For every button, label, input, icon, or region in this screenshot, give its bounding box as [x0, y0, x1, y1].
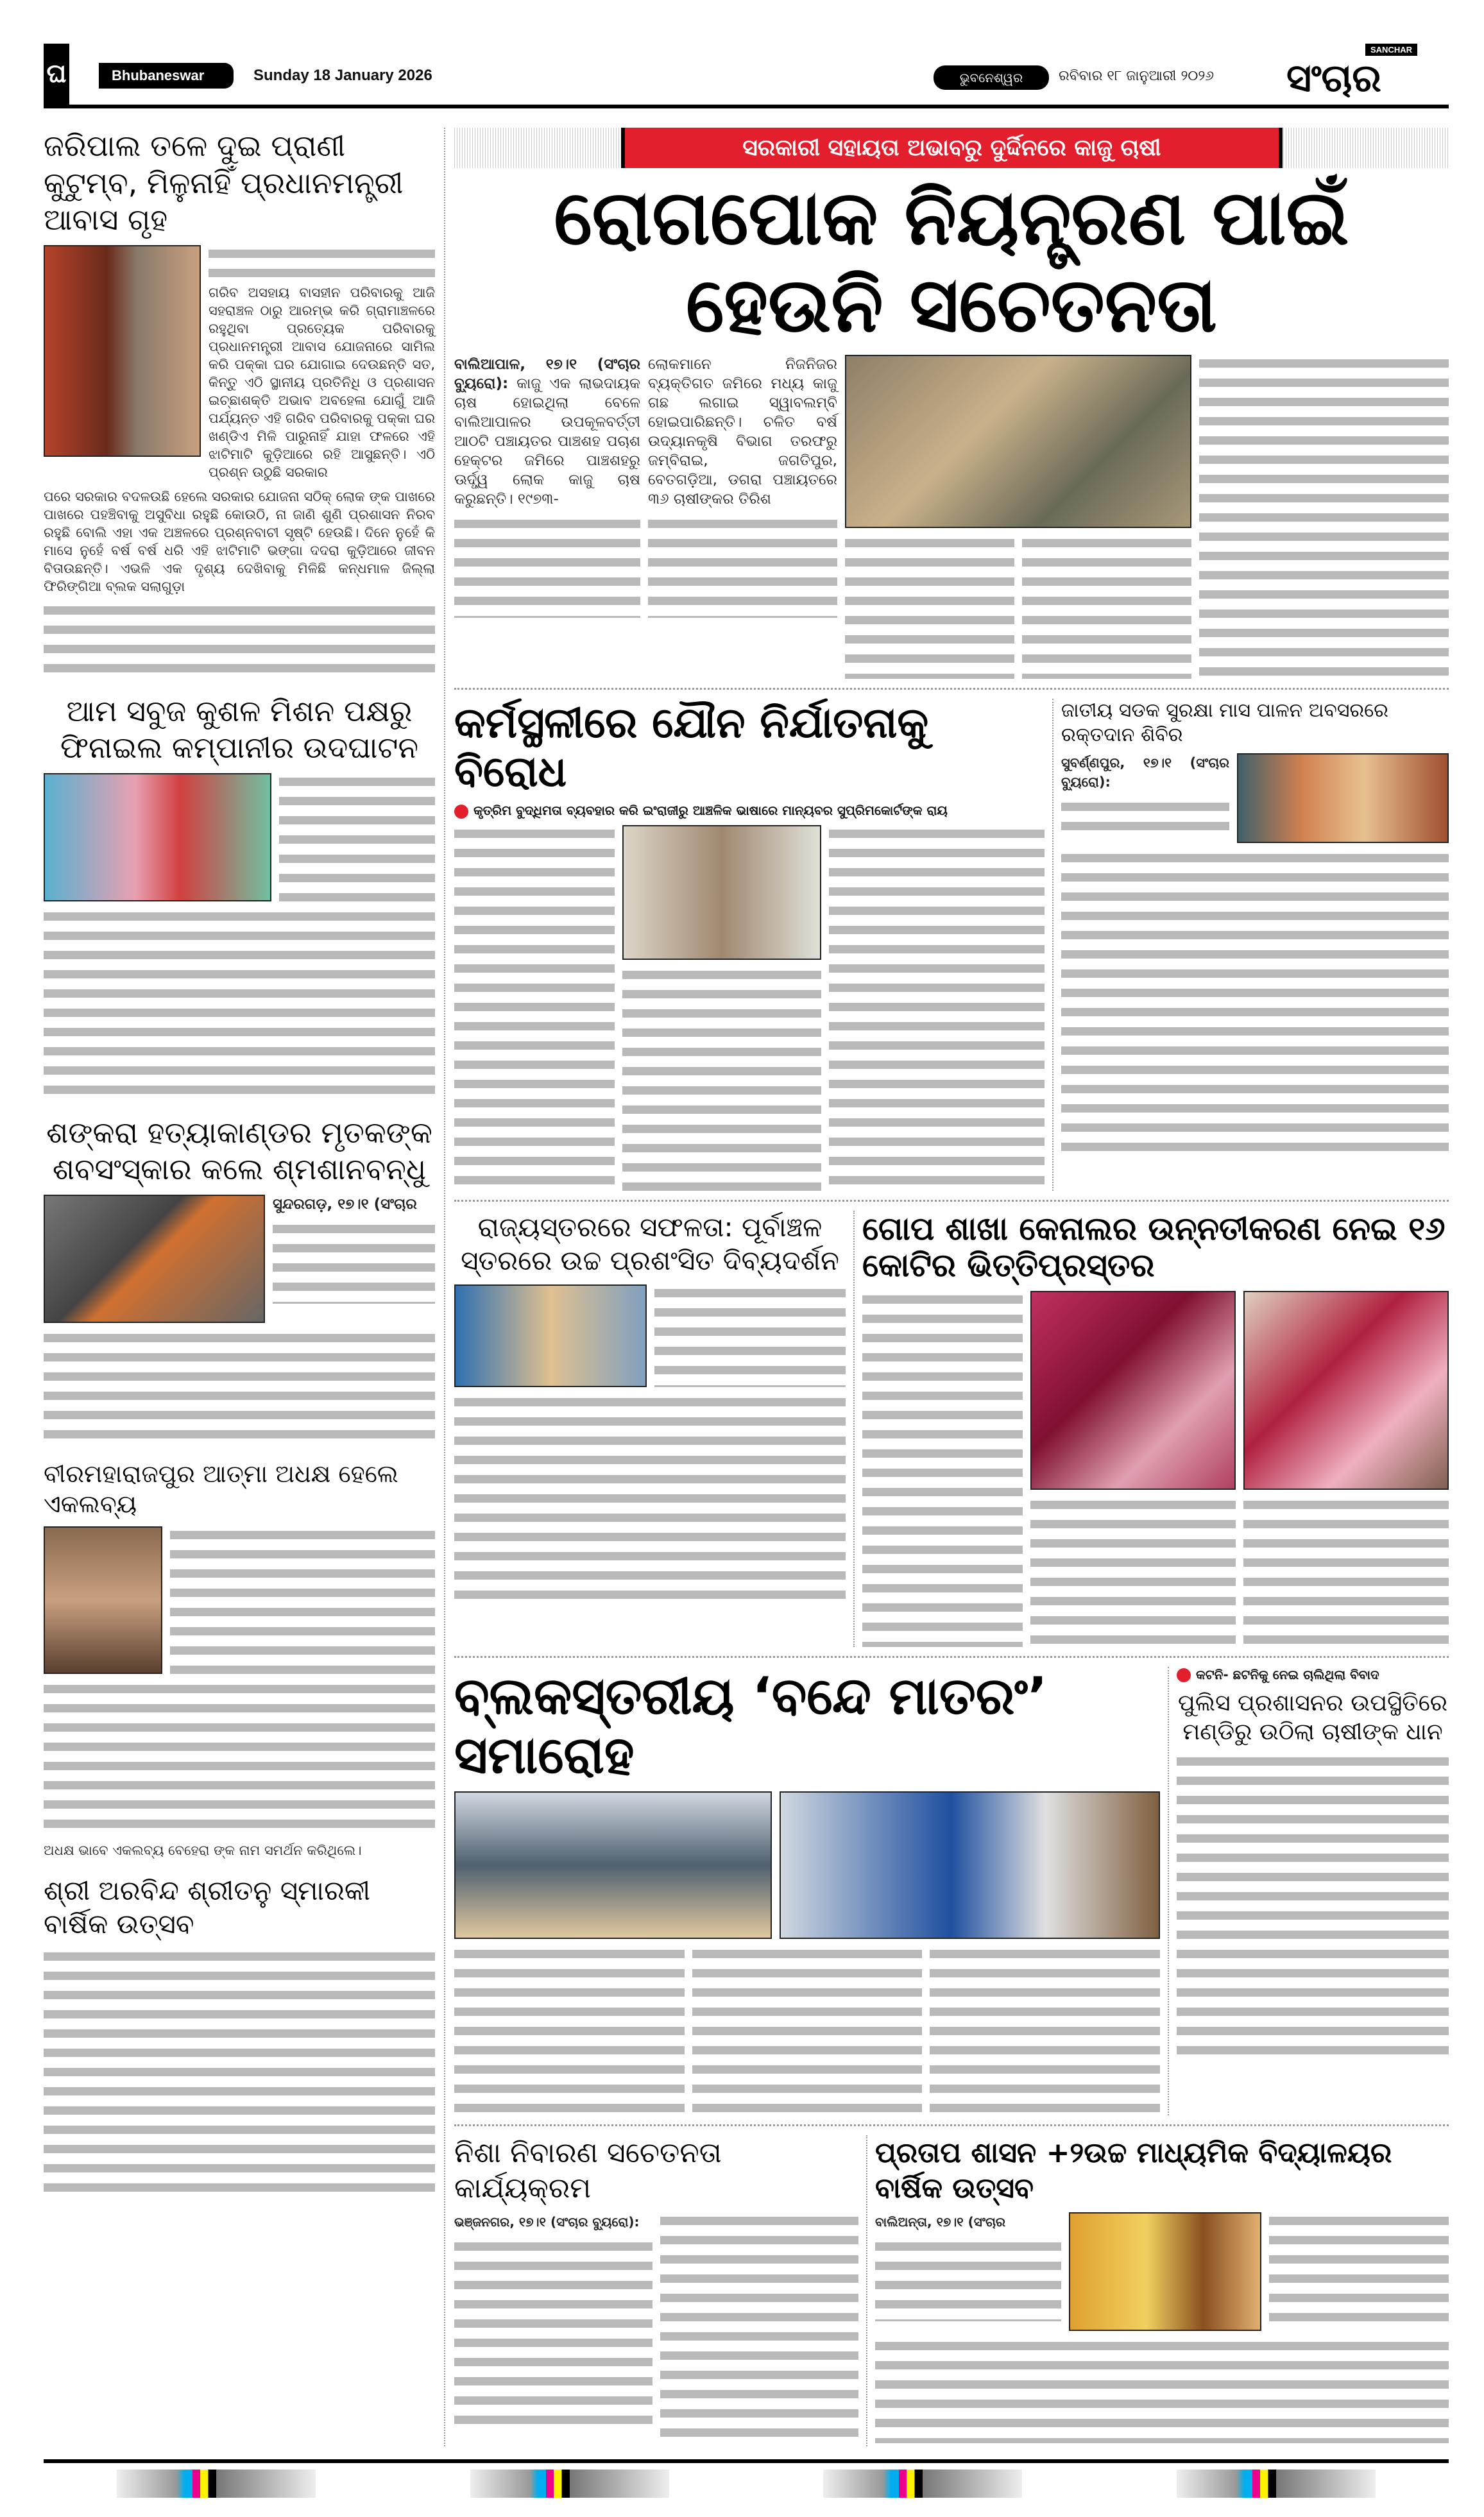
- left-body-1b: ପରେ ସରକାର ବଦଳଉଛି ହେଲେ ସରକାର ଯୋଜନା ସଠିକ୍ ଲୋକ ଙ୍କ ପାଖରେ ପାଖରେ ପହଞ୍ଚିବାକୁ ଅସୁବିଧା ରହୁଛି କୋଉଠି, ନା ଜାଣି ଶୁଣି ପ୍ରଶାସନ ନିରବ ରହୁଛି ବୋଲି ଏହା ଏକ ଅଞ୍ଚଳରେ ପ୍ରଶ୍ନବାଚୀ ସୃଷ୍ଟି ହେଉଛି। ଦିନେ ନୁହେଁ କି ମାସେ ନୁହେଁ ବର୍ଷ ବର୍ଷ ଧରି ଏହି ଝାଟିମାଟି ଭଙ୍ଗା ଦଦରା କୁଡ଼ିଆରେ ଜୀବନ ବିତାଉଛନ୍ତି। ଏଭଳି ଏକ ଦୃଶ୍ୟ ଦେଖିବାକୁ ମିଳିଛି କନ୍ଧମାଳ ଜିଲ୍ଲା ଫିରିଙ୍ଗିଆ ବ୍ଲକ ସଲାଗୁଡ଼ା: [44, 488, 435, 594]
- lead-dateline: ବାଲିଆପାଳ, ୧୭।୧ (ସଂଚାର ବ୍ୟୁରୋ):: [454, 356, 640, 393]
- section-row-5: [454, 2135, 1449, 2446]
- page-body: [44, 128, 1449, 2446]
- police-headline: ପୁଲିସ ପ୍ରଶାସନର ଉପସ୍ଥିତିରେ ମଣ୍ଡିରୁ ଉଠିଲା ଚାଷୀଙ୍କ ଧାନ: [1177, 1690, 1448, 1746]
- state-level-text-1: [654, 1284, 846, 1387]
- lead-text-col-1: [454, 515, 640, 618]
- column-divider: [866, 2135, 867, 2446]
- workplace-text-2: [622, 966, 821, 1191]
- section-rule: [454, 1200, 1449, 1202]
- pratap-text-3: [875, 2337, 1449, 2443]
- left-photo-hut: [44, 245, 201, 457]
- left-column: [44, 128, 435, 2446]
- pratap-photo: [1069, 2212, 1261, 2331]
- section-rule: [454, 2124, 1449, 2126]
- gop-photo-1: [1030, 1291, 1236, 1490]
- lead-text-col-4: [1022, 534, 1191, 679]
- banner-dots: [454, 128, 1449, 168]
- lead-col-1: [454, 355, 640, 509]
- gop-headline: ଗୋପ ଶାଖା କେନାଲର ଉନ୍ନତୀକରଣ ନେଇ ୧୬ କୋଟିର ଭିତ୍ତିପ୍ରସ୍ତର: [862, 1209, 1446, 1284]
- left-text-1a: [209, 245, 435, 277]
- road-safety-headline: ଜାତୀୟ ସଡକ ସୁରକ୍ଷା ମାସ ପାଳନ ଅବସରରେ ରକ୍ତଦାନ ଶିବିର: [1061, 699, 1388, 746]
- date-en: Sunday 18 January 2026: [253, 67, 432, 84]
- left-text-1c: [44, 602, 435, 679]
- page-letter-box: ଘ: [44, 44, 69, 105]
- workplace-text-1: [454, 825, 615, 1191]
- gop-text-1: [862, 1291, 1023, 1647]
- vande-text-3: [930, 1945, 1160, 2115]
- state-level-text-2: [454, 1394, 846, 1605]
- header-rule: [44, 105, 1449, 108]
- left-dateline-3: ସୁନ୍ଦରଗଡ଼, ୧୭।୧ (ସଂଚାର: [273, 1195, 417, 1213]
- left-photo-portrait: [44, 1526, 162, 1674]
- pratap-text-1: [875, 2238, 1061, 2321]
- lead-body-1: କାଜୁ ଏକ ଲାଭଦାୟକ ଚାଷ ହୋଇଥିଲା ବେଳେ ବାଲିଆପାଳର ଉପକୂଳବର୍ତ୍ତୀ ଆଠଟି ପଞ୍ଚାୟତର ପାଞ୍ଚଶହ ପଚାଶ ହେକ୍ଟର ଜମିରେ ପାଞ୍ଚଶହରୁ ଊର୍ଦ୍ଧ୍ୱ ଲୋକ କାଜୁ ଚାଷ କରୁଛନ୍ତି। ୧୯୭୩-: [454, 375, 640, 508]
- road-safety-photo: [1237, 753, 1449, 843]
- workplace-kicker: [454, 803, 1045, 819]
- pratap-text-2: [1269, 2212, 1449, 2331]
- left-text-2b: [44, 908, 435, 1100]
- color-bar-1: [117, 2470, 316, 2498]
- gop-text-3: [1243, 1496, 1449, 1647]
- gop-story: [862, 1211, 1449, 1647]
- road-safety-text-1: [1061, 798, 1229, 837]
- left-text-2a: [279, 773, 435, 901]
- city-badge-odia: ଭୁବନେଶ୍ୱର: [934, 65, 1049, 90]
- road-safety-story: [1061, 699, 1449, 1190]
- workplace-text-3: [829, 825, 1045, 1191]
- footer-rule: [44, 2459, 1449, 2463]
- left-article-3: [44, 1114, 435, 1445]
- left-text-5: [44, 1948, 435, 2192]
- logo-tag: SANCHAR: [1365, 44, 1417, 56]
- lead-body-2: ଲୋକମାନେ ନିଜନିଜର ବ୍ୟକ୍ତିଗତ ଜମିରେ ମଧ୍ୟ କାଜୁ ଗଛ ଲଗାଇ ସ୍ୱାବଲମ୍ବି ହୋଇପାରିଛନ୍ତି। ଚଳିତ ବର୍ଷ ଉଦ୍ୟାନକୃଷି ବିଭାଗ ତରଫରୁ ଜମ୍ବିରାଇ, ଜଗତିପୁର, ବେତଗଡ଼ିଆ, ଡଗରା ପଞ୍ଚାୟତରେ ୩୬ ଚାଷୀଙ୍କର ତିରିଶ: [648, 356, 837, 508]
- red-bullet-icon: [454, 805, 468, 819]
- police-text: [1177, 1753, 1449, 2054]
- pratap-headline: ପ୍ରତାପ ଶାସନ +୨ଉଚ୍ଚ ମାଧ୍ୟମିକ ବିଦ୍ୟାଳୟର ବାର୍ଷିକ ଉତ୍ସବ: [875, 2136, 1392, 2205]
- right-region: [454, 128, 1449, 2446]
- column-divider: [1052, 699, 1053, 1190]
- red-bullet-icon: [1177, 1668, 1191, 1682]
- state-level-story: [454, 1211, 846, 1647]
- left-body-4-tail: ଅଧକ୍ଷ ଭାବେ ଏକଲବ୍ୟ ବେହେରା ଙ୍କ ନାମ ସମର୍ଥନ କରିଥିଲେ।: [44, 1842, 362, 1858]
- vande-photo-2: [780, 1791, 1160, 1939]
- left-text-3b: [44, 1329, 435, 1445]
- color-bar-2: [470, 2470, 669, 2498]
- road-safety-text-2: [1061, 849, 1449, 1151]
- lead-headline: ରୋଗପୋକ ନିୟନ୍ତ୍ରଣ ପାଇଁ ହେଉନି ସଚେତନତା: [554, 173, 1349, 349]
- nisha-text-1: [454, 2238, 652, 2430]
- workplace-story: [454, 699, 1045, 1190]
- police-story: [1177, 1667, 1449, 2115]
- left-text-3a: [273, 1220, 435, 1304]
- vande-headline: ବ୍ଲକସ୍ତରୀୟ ‘ବନ୍ଦେ ମାତରଂ’ ସମାରୋହ: [454, 1666, 1048, 1785]
- lead-banner: ସରକାରୀ ସହାୟତା ଅଭାବରୁ ଦୁର୍ଦ୍ଦିନରେ କାଜୁ ଚାଷୀ: [621, 128, 1283, 168]
- lead-text-col-5: [1199, 355, 1449, 676]
- column-divider: [1168, 1667, 1169, 2115]
- lead-text-col-3: [845, 534, 1014, 679]
- section-row-4: [454, 1667, 1449, 2115]
- left-headline-3: ଶଙ୍କରା ହତ୍ୟାକାଣ୍ଡର ମୃତକଙ୍କ ଶବସଂସ୍କାର କଲେ ଶ୍ମଶାନବନ୍ଧୁ: [46, 1114, 432, 1186]
- left-article-4: [44, 1459, 435, 1860]
- section-rule: [454, 688, 1449, 690]
- column-divider: [444, 128, 445, 2446]
- section-row-3: [454, 1211, 1449, 1647]
- nisha-dateline: ଭଞ୍ଜନଗର, ୧୭।୧ (ସଂଚାର ବ୍ୟୁରୋ):: [454, 2214, 640, 2230]
- police-kicker: [1177, 1667, 1449, 1683]
- left-article-2: [44, 693, 435, 1100]
- workplace-photo: [622, 825, 821, 960]
- police-kicker-text: କଟନି- ଛଟନିକୁ ନେଇ ଚାଲିଥିଲା ବିବାଦ: [1196, 1666, 1379, 1682]
- section-row-2: [454, 699, 1449, 1190]
- left-headline-2: ଆମ ସବୁଜ କୁଶଳ ମିଶନ ପକ୍ଷରୁ ଫିନାଇଲ କମ୍ପାନୀର ଉଦଘାଟନ: [60, 693, 419, 765]
- color-bars: [44, 2470, 1449, 2498]
- workplace-headline: କର୍ମସ୍ଥଳୀରେ ଯୌନ ନିର୍ଯାତନାକୁ ବିରୋଧ: [454, 698, 929, 797]
- nisha-headline: ନିଶା ନିବାରଣ ସଚେତନତା କାର୍ଯ୍ୟକ୍ରମ: [454, 2136, 722, 2205]
- section-rule: [454, 1656, 1449, 1658]
- left-headline-1: ଜରିପାଲ ତଳେ ଦୁଇ ପ୍ରାଣୀ କୁଟୁମ୍ବ, ମିଳୁନାହିଁ ପ୍ରଧାନମନ୍ତ୍ରୀ ଆବାସ ଗୃହ: [44, 128, 404, 237]
- left-article-1: [44, 128, 435, 679]
- nisha-text-2: [660, 2212, 858, 2446]
- road-safety-dateline: ସୁବର୍ଣ୍ଣପୁର, ୧୭।୧ (ସଂଚାର ବ୍ୟୁରୋ):: [1061, 755, 1229, 790]
- lead-story: [454, 128, 1449, 679]
- nisha-story: [454, 2135, 858, 2446]
- left-photo-cremation: [44, 1195, 265, 1323]
- left-headline-5: ଶ୍ରୀ ଅରବିନ୍ଦ ଶ୍ରୀତନୁ ସ୍ମାରକୀ ବାର୍ଷିକ ଉତ୍ସବ: [44, 1874, 371, 1940]
- left-text-4b: [44, 1680, 435, 1834]
- city-badge: Bhubaneswar: [99, 63, 234, 89]
- gop-text-2: [1030, 1496, 1236, 1647]
- left-headline-4: ବୀରମହାରାଜପୁର ଆତ୍ମା ଅଧକ୍ଷ ହେଲେ ଏକଲବ୍ୟ: [44, 1459, 398, 1518]
- column-divider: [853, 1211, 855, 1647]
- lead-photo-cashew: [845, 355, 1191, 528]
- left-photo-finail: [44, 773, 271, 901]
- vande-story: [454, 1667, 1160, 2115]
- vande-text-2: [692, 1945, 923, 2115]
- lead-text-col-2: [648, 515, 837, 618]
- state-level-photo: [454, 1284, 647, 1387]
- color-bar-4: [1177, 2470, 1376, 2498]
- gop-photo-2: [1243, 1291, 1449, 1490]
- pratap-dateline: ବାଲିଅନ୍ତା, ୧୭।୧ (ସଂଚାର: [875, 2214, 1006, 2230]
- workplace-kicker-text: କୃତ୍ରିମ ବୁଦ୍ଧିମତା ବ୍ୟବହାର କରି ଇଂରାଜୀରୁ ଆଞ୍ଚଳିକ ଭାଷାରେ ମାନ୍ୟବର ସୁପ୍ରିମକୋର୍ଟଙ୍କ ରାୟ: [473, 803, 948, 819]
- color-bar-3: [823, 2470, 1022, 2498]
- left-text-4a: [170, 1526, 435, 1674]
- left-article-5: [44, 1874, 435, 2192]
- state-level-headline: ରାଜ୍ୟସ୍ତରରେ ସଫଳତା: ପୂର୍ବାଞ୍ଚଳ ସ୍ତରରେ ଉଚ୍ଚ ପ୍ରଶଂସିତ ଦିବ୍ୟଦର୍ଶନ: [461, 1211, 839, 1277]
- vande-photo-1: [454, 1791, 772, 1939]
- pratap-story: [875, 2135, 1449, 2446]
- vande-text-1: [454, 1945, 685, 2115]
- sanchar-logo: ସଂଚାର: [1286, 56, 1381, 101]
- masthead: [44, 44, 1449, 105]
- date-odia: ରବିବାର ୧୮ ଜାନୁଆରୀ ୨୦୨୬: [1059, 68, 1215, 84]
- left-body-1: ଗରିବ ଅସହାୟ ବାସହୀନ ପରିବାରକୁ ଆଜି ସହରାଞ୍ଚଳ ଠାରୁ ଆରମ୍ଭ କରି ଗ୍ରାମାଞ୍ଚଳରେ ରହୁଥିବା ପ୍ରତ୍ୟେକ ପରିବାରକୁ ପ୍ରଧାନମନ୍ତ୍ରୀ ଆବାସ ଯୋଜନାରେ ସାମିଲ କରି ପକ୍କା ଘର ଯୋଗାଇ ଦେଉଛନ୍ତି ସତ, କିନ୍ତୁ ଏଠି ସ୍ଥାନୀୟ ପ୍ରତିନିଧି ଓ ପ୍ରଶାସନ ଇଚ୍ଛାଶକ୍ତି ଅଭାବ ଅବହେଳା ଯୋଗୁଁ ଆଜି ପର୍ଯ୍ୟନ୍ତ ଏହି ଗରିବ ପରିବାରକୁ ପକ୍କା ଘର ଖଣ୍ଡିଏ ମିଳି ପାରୁନାହିଁ ଯାହା ଫଳରେ ଏହି ଝାଟିମାଟି କୁଡ଼ିଆରେ ରହି ଆସୁଛନ୍ତି। ଏଠି ପ୍ରଶ୍ନ ଉଠୁଛି ସରକାର: [209, 284, 435, 480]
